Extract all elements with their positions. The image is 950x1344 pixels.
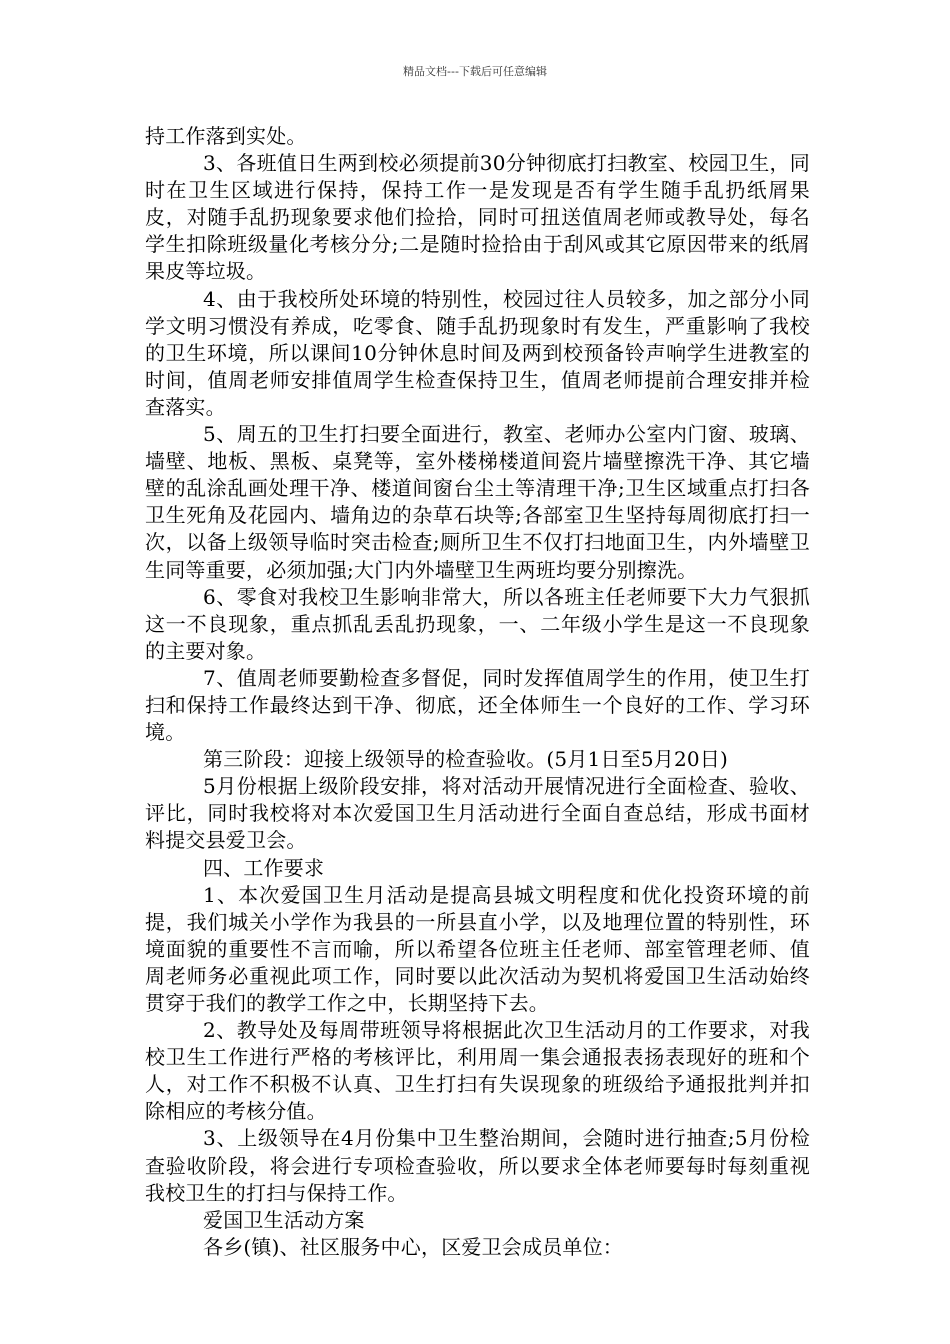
paragraph: 7、值周老师要勤检查多督促，同时发挥值周学生的作用，使卫生打扫和保持工作最终达到干净、彻底，还全体师生一个良好的工作、学习环境。 xyxy=(145,665,810,745)
section-heading: 第三阶段：迎接上级领导的检查验收。(5月1日至5月20日) xyxy=(203,747,729,772)
paragraph: 2、教导处及每周带班领导将根据此次卫生活动月的工作要求，对我校卫生工作进行严格的考核评比，利用周一集会通报表扬表现好的班和个人，对工作不积极不认真、卫生打扫有失误现象的班级给予通报批判并扣除相应的考核分值。 xyxy=(145,1018,810,1124)
document-title: 爱国卫生活动方案 xyxy=(203,1207,365,1232)
paragraph: 3、上级领导在4月份集中卫生整治期间，会随时进行抽查;5月份检查验收阶段，将会进行专项检查验收，所以要求全体老师要每时每刻重视我校卫生的打扫与保持工作。 xyxy=(145,1126,810,1205)
section-heading: 四、工作要求 xyxy=(203,855,325,880)
paragraph: 4、由于我校所处环境的特别性，校园过往人员较多，加之部分小同学文明习惯没有养成，吃零食、随手乱扔现象时有发生，严重影响了我校的卫生环境，所以课间10分钟休息时间及两到校预备铃声响学生进教室的时间，值周老师安排值周学生检查保持卫生，值周老师提前合理安排并检查落实。 xyxy=(145,286,810,419)
salutation: 各乡(镇)、社区服务中心，区爱卫会成员单位： xyxy=(203,1234,624,1259)
paragraph: 持工作落到实处。 xyxy=(145,124,307,148)
paragraph: 6、零食对我校卫生影响非常大，所以各班主任老师要下大力气狠抓这一不良现象，重点抓乱丢乱扔现象，一、二年级小学生是这一不良现象的主要对象。 xyxy=(145,584,810,663)
paragraph: 3、各班值日生两到校必须提前30分钟彻底打扫教室、校园卫生，同时在卫生区域进行保持，保持工作一是发现是否有学生随手乱扔纸屑果皮，对随手乱扔现象要求他们捡拾，同时可扭送值周老师或教导处，每名学生扣除班级量化考核分分;二是随时捡拾由于刮风或其它原因带来的纸屑果皮等垃圾。 xyxy=(145,151,810,284)
paragraph: 5、周五的卫生打扫要全面进行，教室、老师办公室内门窗、玻璃、墙壁、地板、黑板、桌凳等，室外楼梯楼道间瓷片墙壁擦洗干净、其它墙壁的乱涂乱画处理干净、楼道间窗台尘土等清理干净;卫生区域重点打扫各卫生死角及花园内、墙角边的杂草石块等;各部室卫生坚持每周彻底打扫一次，以备上级领导临时突击检查;厕所卫生不仅打扫地面卫生，内外墙壁卫生同等重要，必须加强;大门内外墙壁卫生两班均要分别擦洗。 xyxy=(145,422,810,582)
document-body xyxy=(145,123,810,1261)
paragraph: 5月份根据上级阶段安排，将对活动开展情况进行全面检查、验收、评比，同时我校将对本次爱国卫生月活动进行全面自查总结，形成书面材料提交县爱卫会。 xyxy=(145,774,810,853)
paragraph: 1、本次爱国卫生月活动是提高县城文明程度和优化投资环境的前提，我们城关小学作为我县的一所县直小学，以及地理位置的特别性，环境面貌的重要性不言而喻，所以希望各位班主任老师、部室管理老师、值周老师务必重视此项工作，同时要以此次活动为契机将爱国卫生活动始终贯穿于我们的教学工作之中，长期坚持下去。 xyxy=(145,882,810,1015)
page-header: 精品文档---下载后可任意编辑 xyxy=(403,65,547,78)
